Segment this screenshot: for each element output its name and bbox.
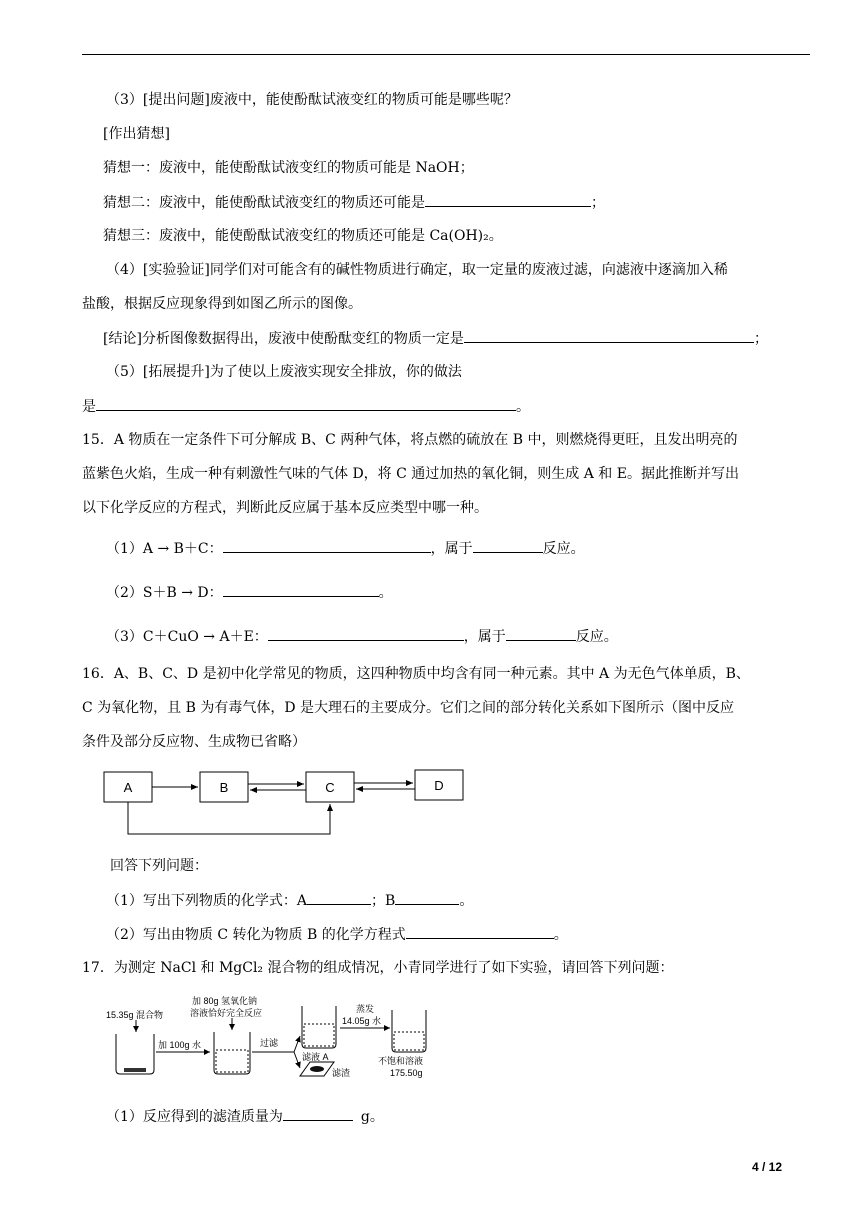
answer-blank[interactable]: [223, 582, 379, 597]
q14-part5-line1: （5）[拓展提升]为了使以上废液实现安全排放，你的做法: [106, 364, 462, 380]
answer-blank[interactable]: [283, 1106, 353, 1121]
q15-sub2-text: （2）S＋B → D：: [106, 585, 223, 601]
q14-part4-line1: （4）[实验验证]同学们对可能含有的碱性物质进行确定，取一定量的废液过滤，向滤液中逐滴加入稀: [106, 262, 728, 278]
q16-sub1: [106, 890, 473, 911]
beaker-3: [302, 1006, 336, 1048]
beaker-2-liquid: [216, 1050, 248, 1072]
q14-part5-line2: [82, 396, 530, 417]
q15-sub2: [106, 582, 393, 603]
q14-part3: （3）[提出问题]废液中，能使酚酞试液变红的物质可能是哪些呢？: [106, 92, 518, 108]
q16-sub2-text: （2）写出由物质 C 转化为物质 B 的化学方程式: [106, 927, 406, 943]
q15-sub3: [106, 626, 618, 647]
beaker-2: [214, 1032, 250, 1074]
q17-sub1: [106, 1106, 384, 1127]
mixture-label: 15.35g 混合物: [106, 1010, 164, 1020]
header-rule: [82, 54, 810, 55]
box-a-label: A: [123, 780, 133, 795]
box-d-label: D: [434, 778, 444, 793]
q15-sub1: [106, 538, 585, 559]
q14-conclusion: [103, 328, 768, 349]
answer-blank[interactable]: [223, 538, 431, 553]
q15-line2: 蓝紫色火焰，生成一种有刺激性气味的气体 D，将 C 通过加热的氧化铜，则生成 A 和 E。据此推断并写出: [82, 466, 739, 482]
filter-down-arrow: [294, 1052, 300, 1068]
q17-sub1-end: g。: [360, 1109, 384, 1125]
q17-experiment-diagram: [100, 990, 450, 1086]
q15-sub1-text: （1）A → B＋C：: [106, 541, 223, 557]
q17-line1: 17．为测定 NaCl 和 MgCl₂ 混合物的组成情况，小青同学进行了如下实验，请回答下列问题：: [82, 960, 674, 976]
answer-blank[interactable]: [425, 192, 591, 207]
q15-sub3-text: （3）C＋CuO → A＋E：: [106, 629, 268, 645]
q16-line1: 16．A、B、C、D 是初中化学常见的物质，这四种物质中均含有同一种元素。其中 A 为无色气体单质，B、: [82, 666, 750, 682]
answer-blank[interactable]: [395, 890, 459, 905]
q14-guess2: [103, 192, 605, 213]
q15-line3: 以下化学反应的方程式，判断此反应属于基本反应类型中哪一种。: [82, 500, 488, 516]
q15-sub2-end: 。: [378, 585, 393, 601]
q14-guess2-text: 猜想二：废液中，能使酚酞试液变红的物质还可能是: [103, 195, 425, 211]
add-naoh-label-2: 溶液恰好完全反应: [190, 1008, 263, 1018]
q15-sub3-mid: ，属于: [463, 629, 506, 645]
q14-conclusion-end: ；: [753, 331, 768, 347]
q14-part5-text: 是: [82, 399, 96, 415]
beaker-4: [392, 1010, 426, 1052]
q14-part5-end: 。: [516, 399, 530, 415]
filter-up-arrow: [294, 1036, 300, 1052]
q16-ask: 回答下列问题：: [110, 858, 208, 874]
box-c-label: C: [325, 780, 335, 795]
box-b-label: B: [219, 780, 229, 795]
add-naoh-label-1: 加 80g 氢氧化钠: [192, 996, 258, 1006]
q14-guess1: 猜想一：废液中，能使酚酞试液变红的物质可能是 NaOH；: [103, 160, 474, 176]
evaporate-label-1: 蒸发: [356, 1004, 375, 1014]
add-water-label: 加 100g 水: [158, 1040, 202, 1050]
q15-sub1-mid: ，属于: [430, 541, 473, 557]
evaporate-label-2: 14.05g 水: [342, 1016, 382, 1026]
q15-line1: 15．A 物质在一定条件下可分解成 B、C 两种气体，将点燃的硫放在 B 中，则燃烧得更旺，且发出明亮的: [82, 432, 738, 448]
filter-label: 过滤: [260, 1038, 279, 1048]
q16-line3: 条件及部分反应物、生成物已省略）: [82, 734, 306, 750]
q14-part4-line2: 盐酸，根据反应现象得到如图乙所示的图像。: [82, 296, 362, 312]
q16-sub2: [106, 924, 568, 945]
answer-blank[interactable]: [406, 924, 554, 939]
q14-guess2-end: ；: [591, 195, 605, 211]
answer-blank[interactable]: [268, 626, 464, 641]
answer-blank[interactable]: [473, 538, 543, 553]
page-number: 4 / 12: [752, 1160, 783, 1174]
q14-guess3: 猜想三：废液中，能使酚酞试液变红的物质还可能是 Ca(OH)₂。: [103, 228, 503, 244]
q17-sub1-text: （1）反应得到的滤渣质量为: [106, 1109, 283, 1125]
q15-sub3-end: 反应。: [575, 629, 618, 645]
q16-sub1-text: （1）写出下列物质的化学式：A: [106, 893, 308, 909]
q14-guess-heading: [作出猜想]: [103, 126, 170, 142]
q16-line2: C 为氧化物，且 B 为有毒气体，D 是大理石的主要成分。它们之间的部分转化关系如下图所示（图中反应: [82, 700, 735, 716]
unsaturated-liquid: [394, 1032, 424, 1050]
solid-mixture: [124, 1068, 146, 1072]
residue-solid: [310, 1066, 324, 1072]
arrow-a-to-c: [128, 802, 330, 834]
q15-sub1-end: 反应。: [542, 541, 585, 557]
q16-sub1-mid: ；B: [371, 893, 396, 909]
q16-sub1-end: 。: [459, 893, 474, 909]
answer-blank[interactable]: [96, 396, 516, 411]
residue-label: 滤渣: [332, 1068, 351, 1078]
answer-blank[interactable]: [464, 328, 754, 343]
q16-relation-diagram: [100, 766, 470, 840]
q14-conclusion-text: [结论]分析图像数据得出，废液中使酚酞变红的物质一定是: [103, 331, 464, 347]
answer-blank[interactable]: [506, 626, 576, 641]
filtrate-label: 滤液 A: [302, 1052, 329, 1062]
answer-blank[interactable]: [307, 890, 371, 905]
unsaturated-label-1: 不饱和溶液: [378, 1056, 424, 1066]
filtrate-liquid: [304, 1024, 334, 1046]
unsaturated-label-2: 175.50g: [390, 1068, 423, 1078]
q16-sub2-end: 。: [553, 927, 568, 943]
